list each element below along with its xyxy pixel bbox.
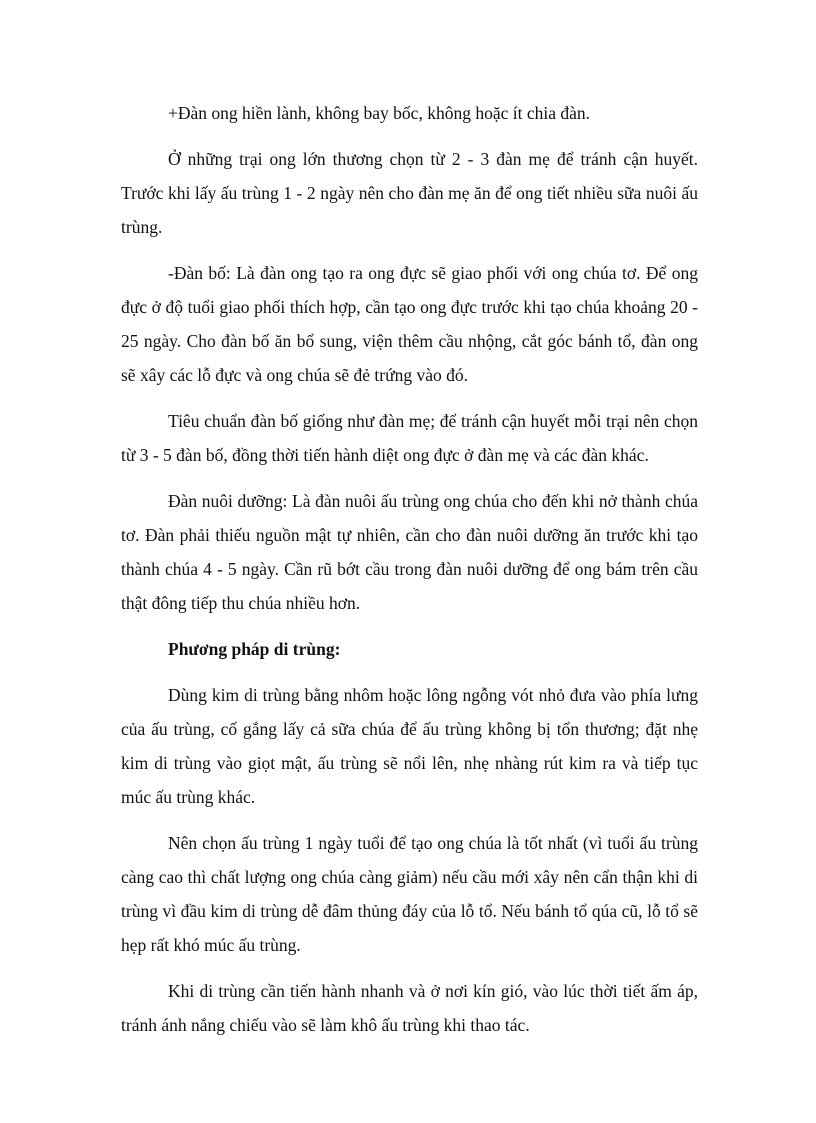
document-body <box>121 96 698 1054</box>
paragraph-larva-age: Nên chọn ấu trùng 1 ngày tuổi để tạo ong chúa là tốt nhất (vì tuổi ấu trùng càng cao thì chất lượng ong chúa càng giảm) nếu cầu mới xây nên cẩn thận khi di trùng vì đầu kim di trùng dễ đâm thủng đáy của lỗ tổ. Nếu bánh tổ qúa cũ, lỗ tổ sẽ hẹp rất khó múc ấu trùng. <box>121 833 698 955</box>
paragraph-grafting-needle: Dùng kim di trùng bằng nhôm hoặc lông ngỗng vót nhỏ đưa vào phía lưng của ấu trùng, cố gắng lấy cả sữa chúa để ấu trùng không bị tổn thương; đặt nhẹ kim di trùng vào giọt mật, ấu trùng sẽ nổi lên, nhẹ nhàng rút kim ra và tiếp tục múc ấu trùng khác. <box>121 685 698 807</box>
paragraph-colony-temperament: +Đàn ong hiền lành, không bay bốc, không hoặc ít chia đàn. <box>168 103 590 123</box>
paragraph-nurse-colony: Đàn nuôi dưỡng: Là đàn nuôi ấu trùng ong chúa cho đến khi nở thành chúa tơ. Đàn phải thiếu nguồn mật tự nhiên, cần cho đàn nuôi dưỡng ăn trước khi tạo thành chúa 4 - 5 ngày. Cần rũ bớt cầu trong đàn nuôi dưỡng để ong bám trên cầu thật đông tiếp thu chúa nhiều hơn. <box>121 491 698 613</box>
paragraph-grafting-conditions: Khi di trùng cần tiến hành nhanh và ở nơi kín gió, vào lúc thời tiết ấm áp, tránh ánh nắng chiếu vào sẽ làm khô ấu trùng khi thao tác. <box>121 981 698 1035</box>
paragraph-father-colony: -Đàn bố: Là đàn ong tạo ra ong đực sẽ giao phối với ong chúa tơ. Để ong đực ở độ tuổi giao phối thích hợp, cần tạo ong đực trước khi tạo chúa khoảng 20 - 25 ngày. Cho đàn bố ăn bổ sung, viện thêm cầu nhộng, cắt góc bánh tổ, đàn ong sẽ xây các lỗ đực và ong chúa sẽ đẻ trứng vào đó. <box>121 263 698 385</box>
paragraph-mother-colony-selection: Ở những trại ong lớn thương chọn từ 2 - 3 đàn mẹ để tránh cận huyết. Trước khi lấy ấu trùng 1 - 2 ngày nên cho đàn mẹ ăn để ong tiết nhiều sữa nuôi ấu trùng. <box>121 149 698 237</box>
section-heading-grafting-method: Phương pháp di trùng: <box>168 639 341 659</box>
paragraph-father-colony-standard: Tiêu chuẩn đàn bố giống như đàn mẹ; để tránh cận huyết mỗi trại nên chọn từ 3 - 5 đàn bố, đồng thời tiến hành diệt ong đực ở đàn mẹ và các đàn khác. <box>121 411 698 465</box>
